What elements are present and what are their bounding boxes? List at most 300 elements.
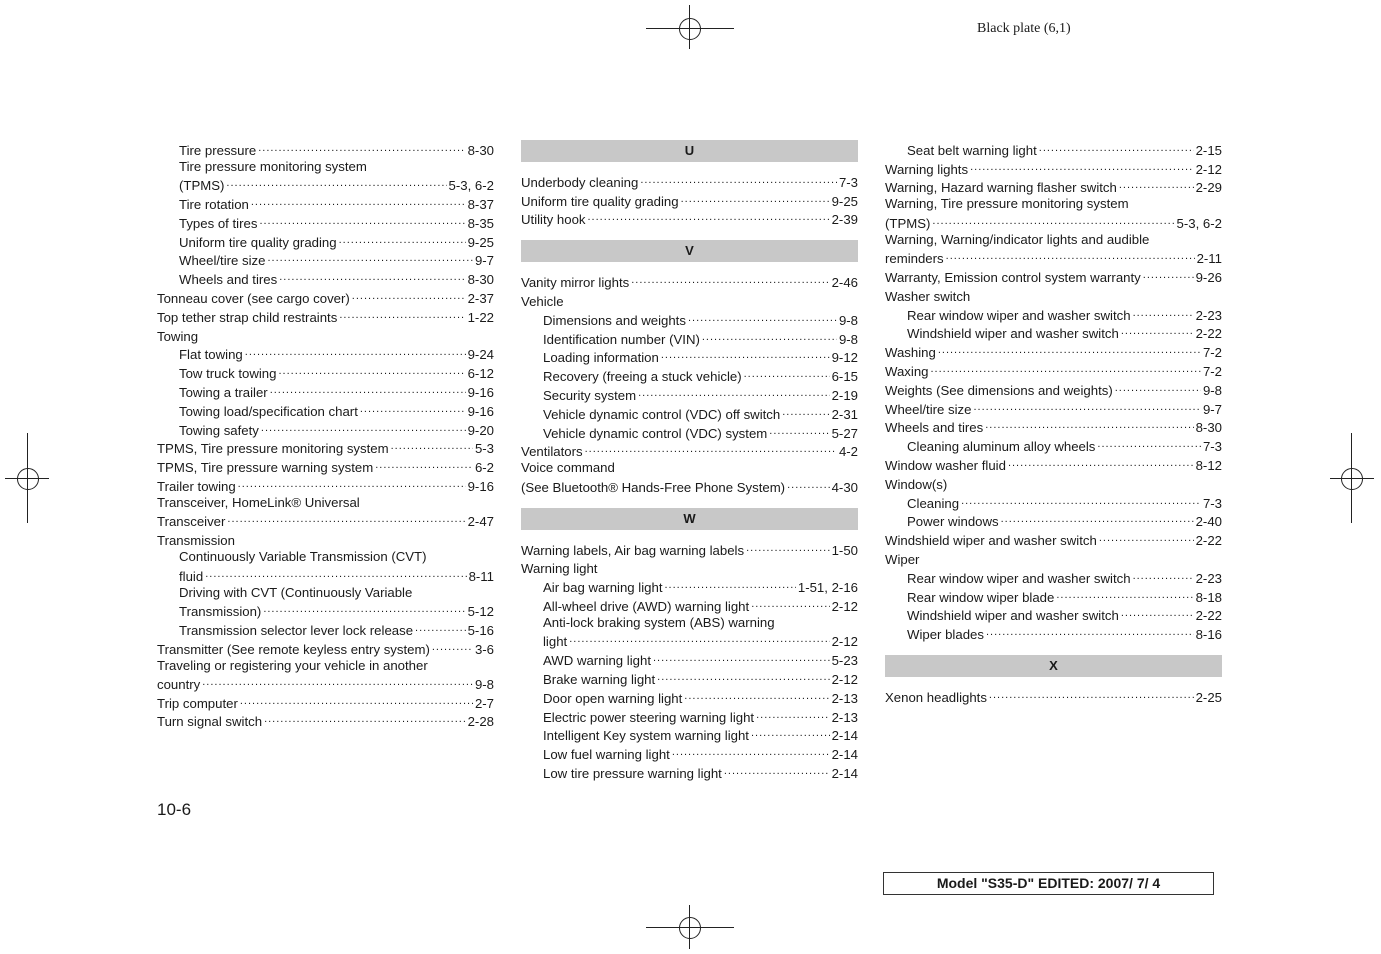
- index-entry-text: Warranty, Emission control system warranty: [885, 269, 1141, 285]
- index-page-ref: 7-2: [1202, 345, 1222, 361]
- index-page-ref: 6-12: [467, 366, 494, 382]
- index-entry-text: Transmitter (See remote keyless entry system): [157, 641, 430, 657]
- index-entry: [885, 323, 1222, 342]
- index-entry: [157, 619, 494, 638]
- index-entry: [521, 668, 858, 687]
- index-page-ref: 1-50: [831, 542, 858, 558]
- index-page-ref: 9-16: [467, 384, 494, 400]
- index-entry-text: Rear window wiper blade: [907, 589, 1055, 605]
- index-entry-first-line: Warning, Tire pressure monitoring system: [885, 196, 1129, 212]
- index-page-ref: 1-51, 2-16: [797, 580, 858, 596]
- dot-leader: [688, 311, 837, 325]
- index-entry: [521, 209, 858, 228]
- index-entry-text: TPMS, Tire pressure monitoring system: [157, 441, 389, 457]
- dot-leader: [746, 541, 830, 555]
- index-page-ref: 7-2: [1202, 363, 1222, 379]
- index-entry-text: Utility hook: [521, 212, 586, 228]
- index-page-ref: 2-40: [1195, 514, 1222, 530]
- dot-leader: [1008, 456, 1194, 470]
- index-entry-text: Dimensions and weights: [543, 312, 686, 328]
- index-entry-text: Types of tires: [179, 215, 258, 231]
- index-entry-text: Weights (See dimensions and weights): [885, 382, 1113, 398]
- index-entry-text: (See Bluetooth® Hands-Free Phone System): [521, 479, 786, 495]
- dot-leader: [240, 694, 473, 708]
- index-entry-text: AWD warning light: [543, 653, 651, 669]
- index-page-ref: 2-15: [1195, 142, 1222, 158]
- index-entry-text: Top tether strap child restraints: [157, 309, 338, 325]
- index-page-ref: 2-12: [831, 598, 858, 614]
- registration-mark-left: [5, 433, 49, 523]
- index-entry-text: Waxing: [885, 363, 929, 379]
- index-entry: [885, 686, 1222, 705]
- index-entry-text: Loading information: [543, 350, 659, 366]
- index-entry-text: Wheels and tires: [179, 272, 278, 288]
- index-page-ref: 2-13: [831, 709, 858, 725]
- index-entry: [157, 438, 494, 457]
- index-entry: [885, 529, 1222, 548]
- dot-leader: [665, 578, 796, 592]
- registration-mark-right: [1330, 433, 1374, 523]
- dot-leader: [1121, 606, 1194, 620]
- index-page-ref: 6-15: [831, 369, 858, 385]
- index-page-ref: 9-20: [467, 422, 494, 438]
- index-entry-text: Seat belt warning light: [907, 142, 1037, 158]
- index-entry: [521, 576, 858, 595]
- index-page-ref: 9-26: [1195, 269, 1222, 285]
- index-entry-text: Tow truck towing: [179, 366, 277, 382]
- index-entry-text: Vehicle dynamic control (VDC) system: [543, 425, 768, 441]
- index-entry: [157, 287, 494, 306]
- index-entry-first-line: Anti-lock braking system (ABS) warning: [543, 614, 775, 630]
- index-page-ref: 9-8: [474, 676, 494, 692]
- index-entry: [521, 687, 858, 706]
- index-entry-first-line: Driving with CVT (Continuously Variable: [179, 584, 413, 600]
- dot-leader: [684, 689, 829, 703]
- index-entry-text: Xenon headlights: [885, 689, 987, 705]
- index-entry-text: Towing a trailer: [179, 384, 268, 400]
- dot-leader: [744, 367, 830, 381]
- index-entry-text: Vanity mirror lights: [521, 275, 630, 291]
- index-entry-first-line: Warning, Warning/indicator lights and audible: [885, 231, 1150, 247]
- index-page-ref: 5-27: [831, 425, 858, 441]
- dot-leader: [986, 625, 1194, 639]
- index-page-ref: 2-11: [1196, 251, 1222, 267]
- section-letter-header: V: [521, 240, 858, 262]
- index-heading: [521, 558, 858, 577]
- dot-leader: [352, 289, 466, 303]
- index-entry: [885, 417, 1222, 436]
- index-page-ref: 2-23: [1195, 570, 1222, 586]
- index-page-ref: 8-37: [467, 196, 494, 212]
- index-page-ref: 8-30: [1195, 420, 1222, 436]
- dot-leader: [985, 418, 1193, 432]
- index-entry-text: Transmission selector lever lock release: [179, 622, 414, 638]
- index-page-ref: 2-12: [831, 671, 858, 687]
- index-entry: [157, 638, 494, 657]
- index-heading-text: Window(s): [885, 476, 948, 492]
- index-entry: [885, 511, 1222, 530]
- index-page-ref: 5-3, 6-2: [1176, 215, 1222, 231]
- dot-leader: [569, 632, 829, 646]
- index-page-ref: 2-19: [831, 387, 858, 403]
- index-entry: [521, 365, 858, 384]
- index-entry: [521, 725, 858, 744]
- dot-leader: [724, 764, 830, 778]
- index-entry-text: Vehicle dynamic control (VDC) off switch: [543, 406, 781, 422]
- section-letter-header: W: [521, 508, 858, 530]
- dot-leader: [638, 386, 830, 400]
- index-entry-text: Wheel/tire size: [179, 253, 266, 269]
- index-entry: [521, 595, 858, 614]
- index-entry: [157, 362, 494, 381]
- plate-label: Black plate (6,1): [977, 21, 1071, 36]
- index-page-ref: 2-7: [474, 695, 494, 711]
- index-heading-text: Transmission: [157, 533, 235, 549]
- index-entry: [521, 328, 858, 347]
- dot-leader: [672, 745, 830, 759]
- index-entry: [885, 435, 1222, 454]
- index-entry: [157, 565, 494, 584]
- index-entry: [157, 193, 494, 212]
- dot-leader: [339, 308, 465, 322]
- index-heading: [521, 290, 858, 309]
- index-entry-text: Rear window wiper and washer switch: [907, 570, 1131, 586]
- index-entry-text: light: [543, 634, 568, 650]
- dot-leader: [227, 512, 465, 526]
- index-entry-text: Low fuel warning light: [543, 747, 670, 763]
- dot-leader: [1143, 268, 1194, 282]
- index-entry: [521, 631, 858, 650]
- index-page-ref: 2-14: [831, 747, 858, 763]
- index-page-ref: 9-16: [467, 403, 494, 419]
- dot-leader: [261, 421, 466, 435]
- dot-leader: [238, 477, 466, 491]
- index-entry: [521, 762, 858, 781]
- dot-leader: [1001, 512, 1194, 526]
- index-page-ref: 6-2: [474, 460, 494, 476]
- index-entry: [157, 139, 494, 158]
- index-page-ref: 2-13: [831, 690, 858, 706]
- index-entry-text: (TPMS): [885, 215, 931, 231]
- index-entry: [521, 476, 858, 495]
- index-entry: [157, 306, 494, 325]
- index-entry: [885, 177, 1222, 196]
- index-page-ref: 2-25: [1195, 689, 1222, 705]
- index-entry: [157, 174, 494, 193]
- dot-leader: [989, 688, 1194, 702]
- edit-stamp: Model "S35-D" EDITED: 2007/ 7/ 4: [883, 872, 1214, 895]
- index-entry: [157, 711, 494, 730]
- index-page-ref: 8-12: [1195, 457, 1222, 473]
- index-entry: [157, 692, 494, 711]
- dot-leader: [415, 621, 466, 635]
- index-entry-text: Windshield wiper and washer switch: [907, 608, 1119, 624]
- index-column-2: [521, 139, 858, 781]
- index-heading: [885, 473, 1222, 492]
- dot-leader: [1097, 437, 1201, 451]
- index-entry-text: Transceiver: [157, 514, 226, 530]
- index-entry-text: Cleaning: [907, 495, 960, 511]
- dot-leader: [270, 383, 466, 397]
- index-page-ref: 8-30: [467, 272, 494, 288]
- index-entry-text: Towing load/specification chart: [179, 403, 358, 419]
- index-entry-text: Wheels and tires: [885, 420, 984, 436]
- index-entry: [885, 158, 1222, 177]
- index-entry: [521, 539, 858, 558]
- index-entry-text: Security system: [543, 387, 637, 403]
- index-entry-text: Power windows: [907, 514, 999, 530]
- index-page-ref: 2-46: [831, 275, 858, 291]
- index-entry: [521, 347, 858, 366]
- index-page-ref: 2-28: [467, 714, 494, 730]
- index-entry-text: Trip computer: [157, 695, 238, 711]
- index-entry-first-line: Traveling or registering your vehicle in another: [157, 657, 428, 673]
- index-entry: [157, 419, 494, 438]
- dot-leader: [756, 708, 829, 722]
- dot-leader: [1119, 178, 1194, 192]
- index-entry-first-line: Tire pressure monitoring system: [179, 158, 367, 174]
- dot-leader: [787, 478, 830, 492]
- index-heading: [885, 548, 1222, 567]
- index-entry: [885, 398, 1222, 417]
- index-entry-text: Windshield wiper and washer switch: [907, 326, 1119, 342]
- index-page-ref: 9-25: [467, 234, 494, 250]
- dot-leader: [264, 712, 466, 726]
- index-entry-text: fluid: [179, 568, 204, 584]
- dot-leader: [1121, 324, 1194, 338]
- dot-leader: [279, 270, 465, 284]
- index-page-ref: 9-8: [838, 312, 858, 328]
- index-entry: [157, 511, 494, 530]
- index-entry: [521, 422, 858, 441]
- index-page-ref: 2-12: [831, 634, 858, 650]
- index-entry-text: Recovery (freeing a stuck vehicle): [543, 369, 742, 385]
- registration-mark-top: [646, 5, 734, 49]
- index-page-ref: 4-30: [831, 479, 858, 495]
- index-entry-text: Turn signal switch: [157, 714, 263, 730]
- index-page-ref: 7-3: [1202, 439, 1222, 455]
- index-page-ref: 3-6: [474, 641, 494, 657]
- index-entry-text: (TPMS): [179, 178, 225, 194]
- index-entry-text: Door open warning light: [543, 690, 683, 706]
- index-heading-text: Wiper: [885, 551, 920, 567]
- index-entry: [521, 309, 858, 328]
- index-entry-text: Window washer fluid: [885, 457, 1006, 473]
- index-entry-text: Windshield wiper and washer switch: [885, 533, 1097, 549]
- dot-leader: [251, 195, 466, 209]
- index-entry: [157, 212, 494, 231]
- dot-leader: [202, 675, 473, 689]
- index-heading: [157, 529, 494, 548]
- index-entry: [521, 403, 858, 422]
- dot-leader: [973, 400, 1200, 414]
- dot-leader: [782, 405, 829, 419]
- index-entry-text: Cleaning aluminum alloy wheels: [907, 439, 1096, 455]
- index-entry-text: Wheel/tire size: [885, 401, 972, 417]
- index-entry: [885, 139, 1222, 158]
- index-entry-text: Uniform tire quality grading: [521, 193, 679, 209]
- dot-leader: [640, 173, 837, 187]
- index-entry: [157, 600, 494, 619]
- dot-leader: [267, 251, 472, 265]
- index-entry-text: Electric power steering warning light: [543, 709, 755, 725]
- index-entry: [521, 706, 858, 725]
- index-entry-text: Warning, Hazard warning flasher switch: [885, 180, 1117, 196]
- index-heading: [885, 285, 1222, 304]
- index-page-ref: 8-35: [467, 215, 494, 231]
- index-column-3: [885, 139, 1222, 705]
- index-entry: [157, 268, 494, 287]
- dot-leader: [588, 210, 830, 224]
- index-entry-first-line: Voice command: [521, 460, 615, 476]
- index-entry: [521, 190, 858, 209]
- dot-leader: [205, 567, 466, 581]
- dot-leader: [657, 670, 829, 684]
- index-heading-text: Washer switch: [885, 288, 971, 304]
- index-heading-text: Warning light: [521, 561, 598, 577]
- dot-leader: [1133, 306, 1194, 320]
- index-entry-text: Low tire pressure warning light: [543, 765, 722, 781]
- index-entry: [885, 247, 1222, 266]
- dot-leader: [375, 458, 473, 472]
- index-entry-text: Washing: [885, 345, 936, 361]
- index-entry: [885, 454, 1222, 473]
- section-letter-header: X: [885, 655, 1222, 677]
- index-page-ref: 2-47: [467, 514, 494, 530]
- index-entry: [157, 456, 494, 475]
- index-entry: [157, 400, 494, 419]
- registration-mark-bottom: [646, 905, 734, 949]
- index-entry-first-line: Transceiver, HomeLink® Universal: [157, 494, 360, 510]
- index-heading: [157, 325, 494, 344]
- index-heading-text: Vehicle: [521, 293, 564, 309]
- index-page-ref: 9-8: [1202, 382, 1222, 398]
- index-entry: [885, 304, 1222, 323]
- index-page-ref: 2-22: [1195, 608, 1222, 624]
- index-entry-text: Flat towing: [179, 347, 243, 363]
- index-page-ref: 1-22: [467, 309, 494, 325]
- index-page-ref: 5-12: [467, 603, 494, 619]
- dot-leader: [1056, 588, 1193, 602]
- section-letter-header: U: [521, 140, 858, 162]
- index-entry-text: Identification number (VIN): [543, 331, 700, 347]
- dot-leader: [631, 273, 829, 287]
- index-entry-text: Rear window wiper and washer switch: [907, 307, 1131, 323]
- index-entry-text: Brake warning light: [543, 671, 656, 687]
- index-page-ref: 5-23: [831, 653, 858, 669]
- dot-leader: [278, 364, 465, 378]
- index-entry-text: Wiper blades: [907, 627, 984, 643]
- index-page-ref: 2-14: [831, 765, 858, 781]
- dot-leader: [932, 214, 1174, 228]
- index-entry: [521, 171, 858, 190]
- index-entry-text: Trailer towing: [157, 478, 236, 494]
- index-entry: [157, 344, 494, 363]
- dot-leader: [946, 249, 1195, 263]
- index-entry-text: Warning labels, Air bag warning labels: [521, 542, 745, 558]
- index-entry: [157, 381, 494, 400]
- index-page-ref: 8-16: [1195, 627, 1222, 643]
- index-entry: [885, 360, 1222, 379]
- dot-leader: [585, 442, 837, 456]
- index-page-ref: 2-29: [1195, 180, 1222, 196]
- index-page-ref: 4-2: [838, 444, 858, 460]
- index-page-ref: 9-12: [831, 350, 858, 366]
- index-entry-text: Tire rotation: [179, 196, 249, 212]
- index-entry-text: Tonneau cover (see cargo cover): [157, 290, 350, 306]
- index-page-ref: 5-16: [467, 622, 494, 638]
- dot-leader: [681, 192, 830, 206]
- index-entry-text: TPMS, Tire pressure warning system: [157, 460, 374, 476]
- index-page-ref: 7-3: [838, 174, 858, 190]
- index-page-ref: 2-22: [1195, 533, 1222, 549]
- index-entry: [885, 266, 1222, 285]
- dot-leader: [245, 345, 466, 359]
- index-entry: [157, 673, 494, 692]
- index-page-ref: 5-3: [474, 441, 494, 457]
- index-entry: [885, 586, 1222, 605]
- index-entry: [521, 271, 858, 290]
- dot-leader: [360, 402, 466, 416]
- index-entry: [885, 605, 1222, 624]
- index-entry-text: Transmission): [179, 603, 262, 619]
- index-page-ref: 7-3: [1202, 495, 1222, 511]
- dot-leader: [1039, 141, 1194, 155]
- dot-leader: [938, 343, 1201, 357]
- index-entry-text: All-wheel drive (AWD) warning light: [543, 598, 750, 614]
- index-entry: [521, 441, 858, 460]
- index-entry: [885, 623, 1222, 642]
- dot-leader: [769, 424, 829, 438]
- index-entry: [885, 341, 1222, 360]
- index-entry: [521, 649, 858, 668]
- dot-leader: [258, 141, 465, 155]
- index-page-ref: 8-30: [467, 142, 494, 158]
- dot-leader: [970, 160, 1194, 174]
- index-page-ref: 9-7: [1202, 401, 1222, 417]
- dot-leader: [339, 233, 466, 247]
- dot-leader: [1115, 381, 1201, 395]
- dot-leader: [751, 726, 830, 740]
- index-entry-text: Ventilators: [521, 444, 583, 460]
- index-page-ref: 2-23: [1195, 307, 1222, 323]
- index-page-ref: 9-8: [838, 331, 858, 347]
- index-page-ref: 9-16: [467, 478, 494, 494]
- dot-leader: [1133, 569, 1194, 583]
- index-entry-text: reminders: [885, 251, 944, 267]
- dot-leader: [930, 362, 1200, 376]
- dot-leader: [263, 602, 465, 616]
- index-page-ref: 2-14: [831, 728, 858, 744]
- index-heading-text: Towing: [157, 328, 199, 344]
- index-page-ref: 2-37: [467, 290, 494, 306]
- index-entry: [885, 379, 1222, 398]
- page-number: 10-6: [157, 800, 192, 819]
- index-entry-text: Tire pressure: [179, 142, 257, 158]
- index-column-1: [157, 139, 494, 729]
- index-page-ref: 2-31: [831, 406, 858, 422]
- index-entry-text: Warning lights: [885, 161, 969, 177]
- index-page-ref: 8-18: [1195, 589, 1222, 605]
- dot-leader: [391, 439, 473, 453]
- index-entry: [157, 475, 494, 494]
- dot-leader: [661, 348, 830, 362]
- index-page-ref: 2-39: [831, 212, 858, 228]
- index-entry: [885, 212, 1222, 231]
- index-entry: [885, 492, 1222, 511]
- index-page-ref: 8-11: [468, 568, 494, 584]
- index-entry-first-line: Continuously Variable Transmission (CVT): [179, 549, 427, 565]
